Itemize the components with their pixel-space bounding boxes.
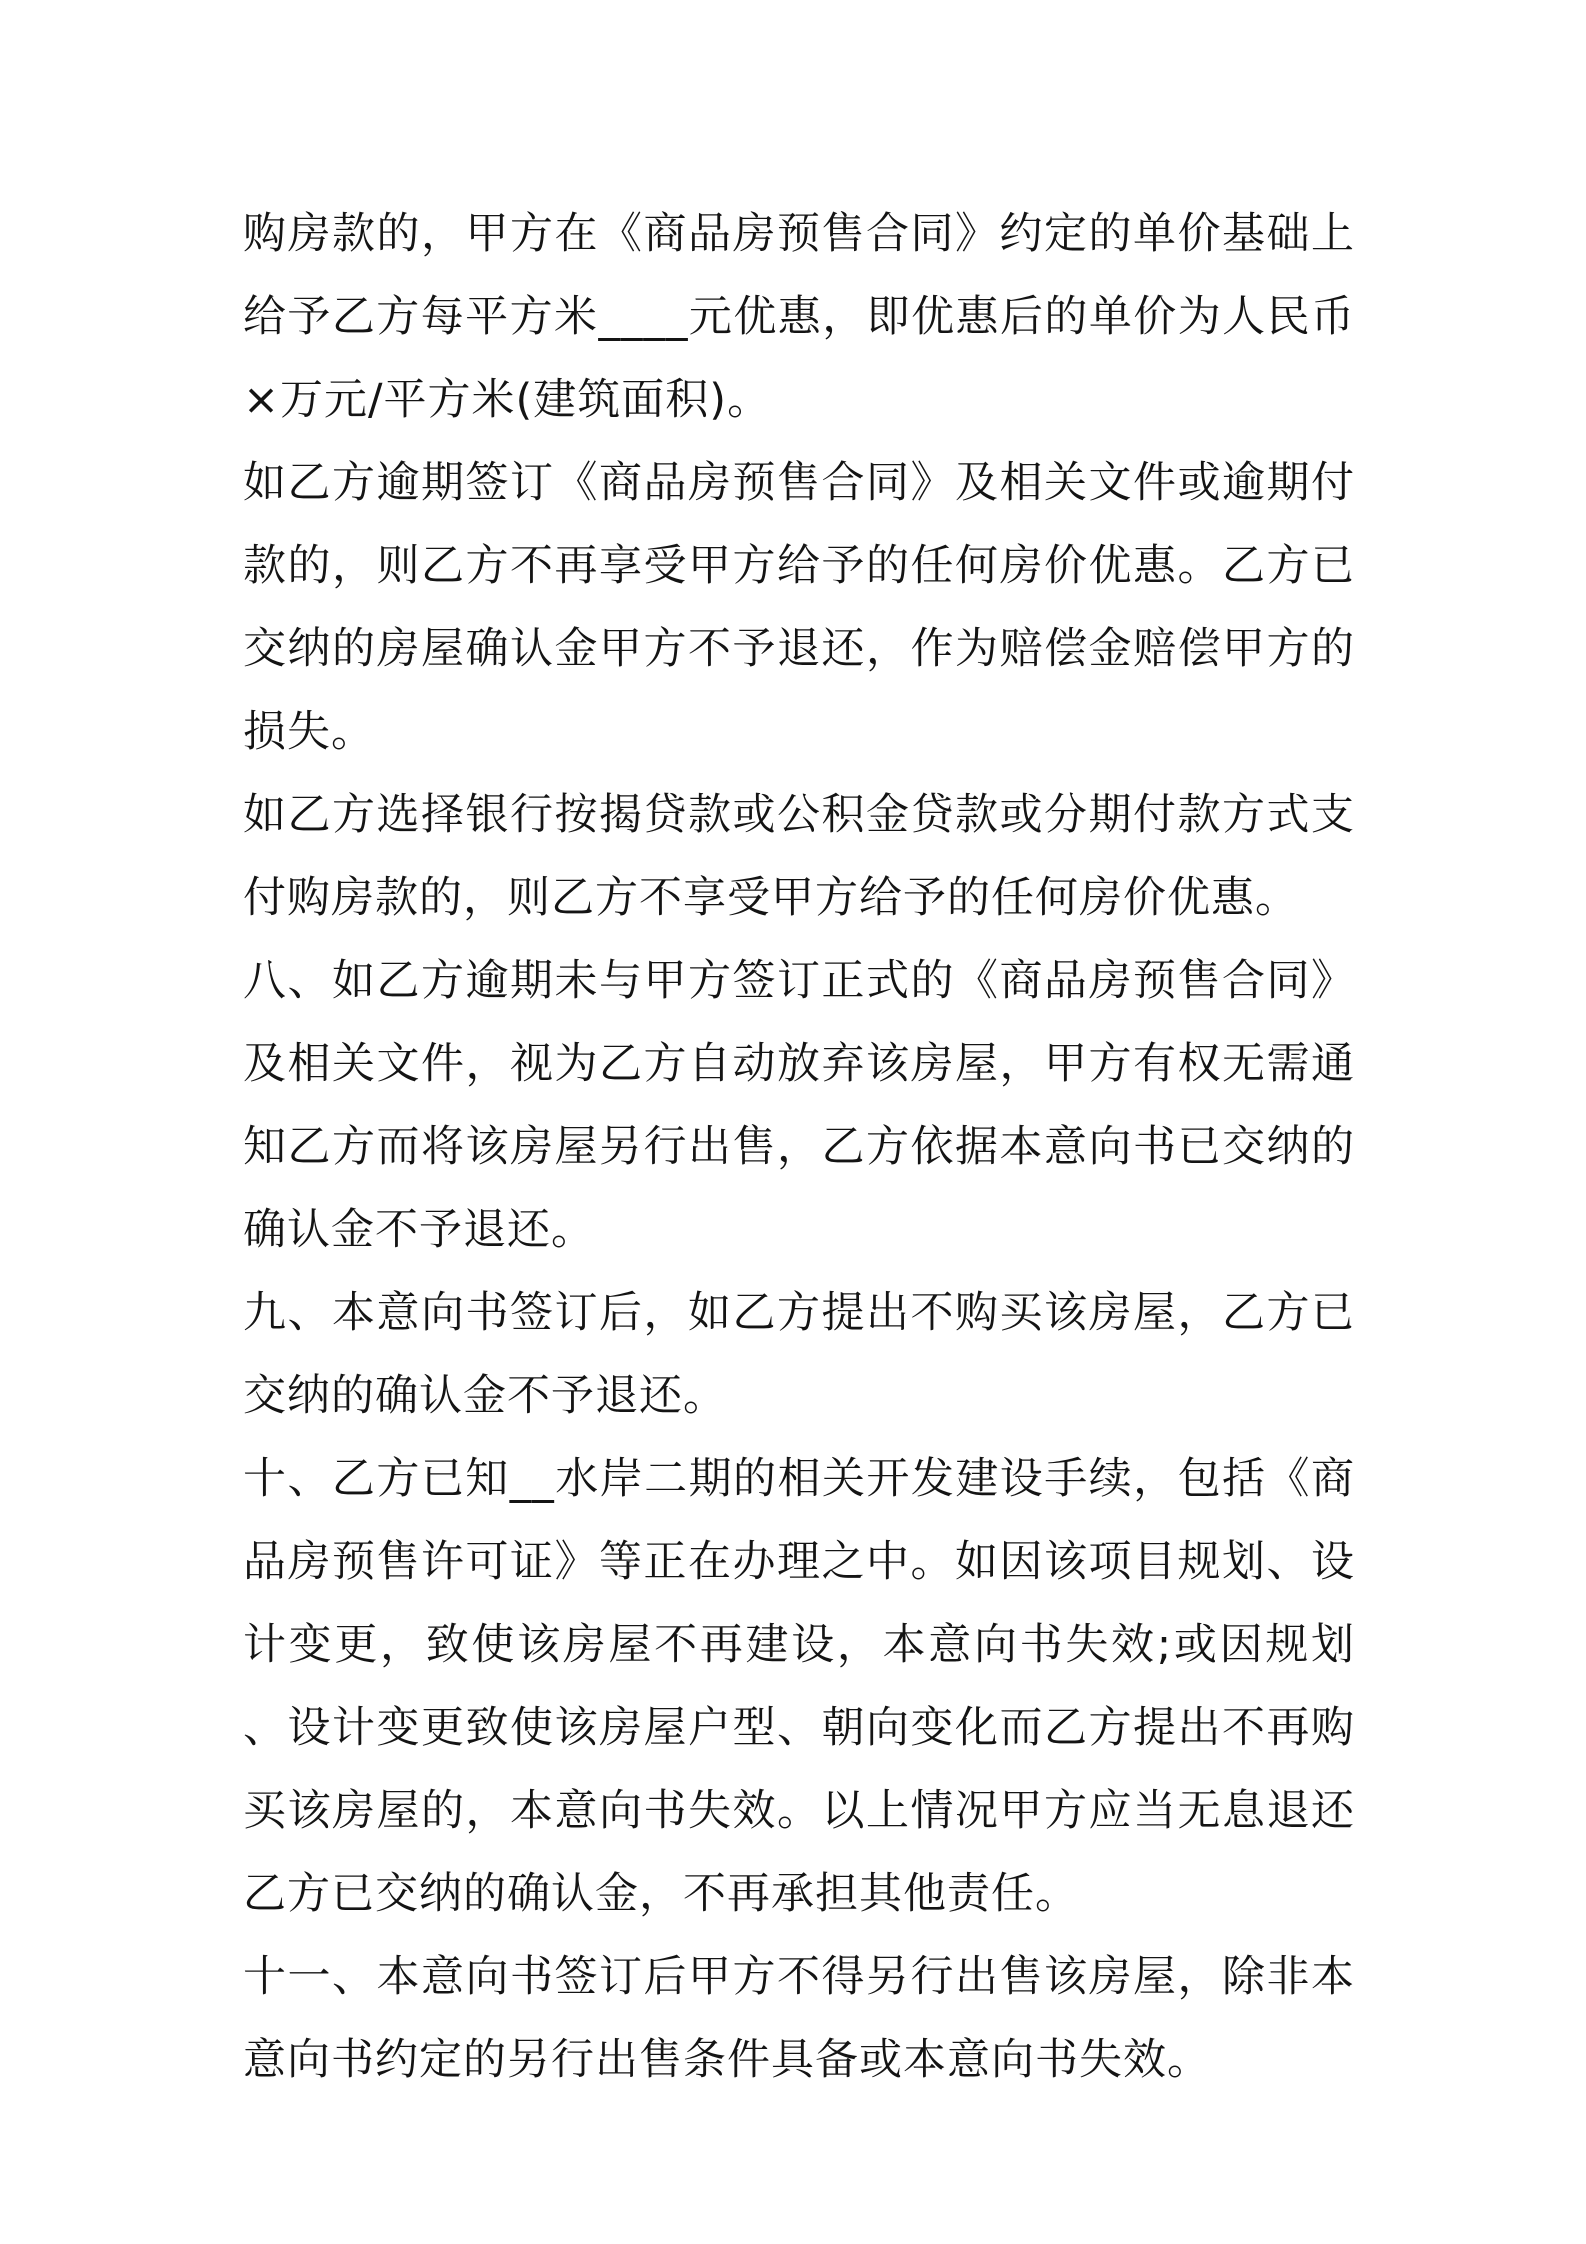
paragraph-late-signing: 如乙方逾期签订《商品房预售合同》及相关文件或逾期付款的，则乙方不再享受甲方给予的任何房价优惠。乙方已交纳的房屋确认金甲方不予退还，作为赔偿金赔偿甲方的损失。 (243, 458, 1355, 757)
paragraph-discount-price: 购房款的，甲方在《商品房预售合同》约定的单价基础上给予乙方每平方米____元优惠，即优惠后的单价为人民币×万元/平方米(建筑面积)。 (243, 209, 1355, 425)
paragraph-clause-11: 十一、本意向书签订后甲方不得另行出售该房屋，除非本意向书约定的另行出售条件具备或本意向书失效。 (243, 1952, 1355, 2085)
paragraph-clause-9: 九、本意向书签订后，如乙方提出不购买该房屋，乙方已交纳的确认金不予退还。 (243, 1288, 1355, 1421)
document-body (243, 193, 1355, 2102)
paragraph-loan-payment: 如乙方选择银行按揭贷款或公积金贷款或分期付款方式支付购房款的，则乙方不享受甲方给予的任何房价优惠。 (243, 790, 1355, 923)
paragraph-clause-10: 十、乙方已知__水岸二期的相关开发建设手续，包括《商品房预售许可证》等正在办理之中。如因该项目规划、设计变更，致使该房屋不再建设，本意向书失效;或因规划、设计变更致使该房屋户型、朝向变化而乙方提出不再购买该房屋的，本意向书失效。以上情况甲方应当无息退还乙方已交纳的确认金，不再承担其他责任。 (243, 1454, 1355, 1919)
paragraph-clause-8: 八、如乙方逾期未与甲方签订正式的《商品房预售合同》及相关文件，视为乙方自动放弃该房屋，甲方有权无需通知乙方而将该房屋另行出售，乙方依据本意向书已交纳的确认金不予退还。 (243, 956, 1355, 1255)
